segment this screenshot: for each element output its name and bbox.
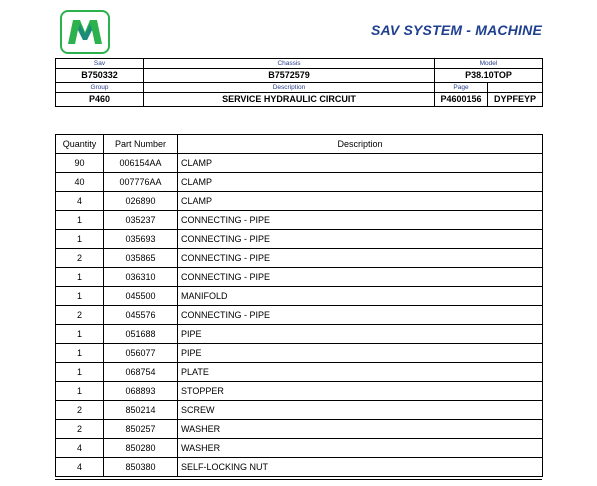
- quantity-cell: 1: [56, 268, 104, 287]
- part-number-cell: 026890: [104, 192, 178, 211]
- quantity-cell: 2: [56, 249, 104, 268]
- quantity-cell: 90: [56, 154, 104, 173]
- company-logo: [60, 10, 110, 54]
- table-row: [56, 420, 543, 439]
- table-row: [56, 458, 543, 477]
- description-cell: CLAMP: [178, 192, 543, 211]
- description-cell: WASHER: [178, 439, 543, 458]
- description-cell: CLAMP: [178, 173, 543, 192]
- part-number-cell: 045500: [104, 287, 178, 306]
- part-number-cell: 068754: [104, 363, 178, 382]
- part-number-cell: 056077: [104, 344, 178, 363]
- table-row: [56, 249, 543, 268]
- model-value: P38.10TOP: [435, 69, 543, 83]
- table-row: [56, 230, 543, 249]
- quantity-cell: 40: [56, 173, 104, 192]
- parts-table-body: [56, 154, 543, 477]
- quantity-cell: 2: [56, 420, 104, 439]
- table-row: [56, 192, 543, 211]
- description-label: Description: [144, 83, 435, 93]
- quantity-cell: 1: [56, 363, 104, 382]
- quantity-cell: 4: [56, 439, 104, 458]
- part-number-cell: 036310: [104, 268, 178, 287]
- part-number-cell: 045576: [104, 306, 178, 325]
- description-cell: STOPPER: [178, 382, 543, 401]
- part-number-cell: 035693: [104, 230, 178, 249]
- part-number-cell: 850280: [104, 439, 178, 458]
- quantity-cell: 4: [56, 458, 104, 477]
- table-row: [56, 401, 543, 420]
- part-number-cell: 007776AA: [104, 173, 178, 192]
- description-cell: SCREW: [178, 401, 543, 420]
- table-row: [56, 325, 543, 344]
- model-label: Model: [435, 59, 543, 69]
- quantity-cell: 1: [56, 287, 104, 306]
- page-code-label: [488, 83, 543, 93]
- description-value: SERVICE HYDRAULIC CIRCUIT: [144, 93, 435, 107]
- group-label: Group: [56, 83, 144, 93]
- description-cell: CONNECTING - PIPE: [178, 211, 543, 230]
- table-row: [56, 173, 543, 192]
- description-cell: MANIFOLD: [178, 287, 543, 306]
- table-row: [56, 344, 543, 363]
- chassis-value: B7572579: [144, 69, 435, 83]
- part-number-cell: 035237: [104, 211, 178, 230]
- description-cell: CONNECTING - PIPE: [178, 249, 543, 268]
- description-cell: WASHER: [178, 420, 543, 439]
- quantity-cell: 1: [56, 211, 104, 230]
- sav-value: B750332: [56, 69, 144, 83]
- description-cell: PIPE: [178, 344, 543, 363]
- table-row: [56, 439, 543, 458]
- table-row: [56, 268, 543, 287]
- table-row: [56, 287, 543, 306]
- quantity-cell: 4: [56, 192, 104, 211]
- description-cell: CONNECTING - PIPE: [178, 306, 543, 325]
- description-cell: CONNECTING - PIPE: [178, 268, 543, 287]
- page-value: P4600156: [435, 93, 488, 107]
- parts-table-header: [56, 135, 543, 154]
- page-title: SAV SYSTEM - MACHINE: [371, 22, 542, 38]
- part-number-cell: 068893: [104, 382, 178, 401]
- quantity-cell: 1: [56, 344, 104, 363]
- machine-info-header: [55, 58, 543, 107]
- group-value: P460: [56, 93, 144, 107]
- part-number-cell: 051688: [104, 325, 178, 344]
- quantity-cell: 1: [56, 325, 104, 344]
- parts-table: [55, 134, 543, 477]
- part-number-cell: 850257: [104, 420, 178, 439]
- quantity-cell: 1: [56, 230, 104, 249]
- part-number-cell: 850380: [104, 458, 178, 477]
- description-cell: SELF-LOCKING NUT: [178, 458, 543, 477]
- column-header-description: Description: [178, 135, 543, 154]
- part-number-cell: 850214: [104, 401, 178, 420]
- table-row: [56, 154, 543, 173]
- description-cell: CONNECTING - PIPE: [178, 230, 543, 249]
- column-header-quantity: Quantity: [56, 135, 104, 154]
- quantity-cell: 1: [56, 382, 104, 401]
- bottom-divider: [55, 479, 542, 480]
- quantity-cell: 2: [56, 401, 104, 420]
- table-row: [56, 363, 543, 382]
- page-code-value: DYPFEYP: [488, 93, 543, 107]
- table-row: [56, 211, 543, 230]
- description-cell: PLATE: [178, 363, 543, 382]
- page-label: Page: [435, 83, 488, 93]
- quantity-cell: 2: [56, 306, 104, 325]
- description-cell: PIPE: [178, 325, 543, 344]
- table-row: [56, 382, 543, 401]
- description-cell: CLAMP: [178, 154, 543, 173]
- chassis-label: Chassis: [144, 59, 435, 69]
- table-row: [56, 306, 543, 325]
- part-number-cell: 006154AA: [104, 154, 178, 173]
- column-header-part-number: Part Number: [104, 135, 178, 154]
- sav-label: Sav: [56, 59, 144, 69]
- part-number-cell: 035865: [104, 249, 178, 268]
